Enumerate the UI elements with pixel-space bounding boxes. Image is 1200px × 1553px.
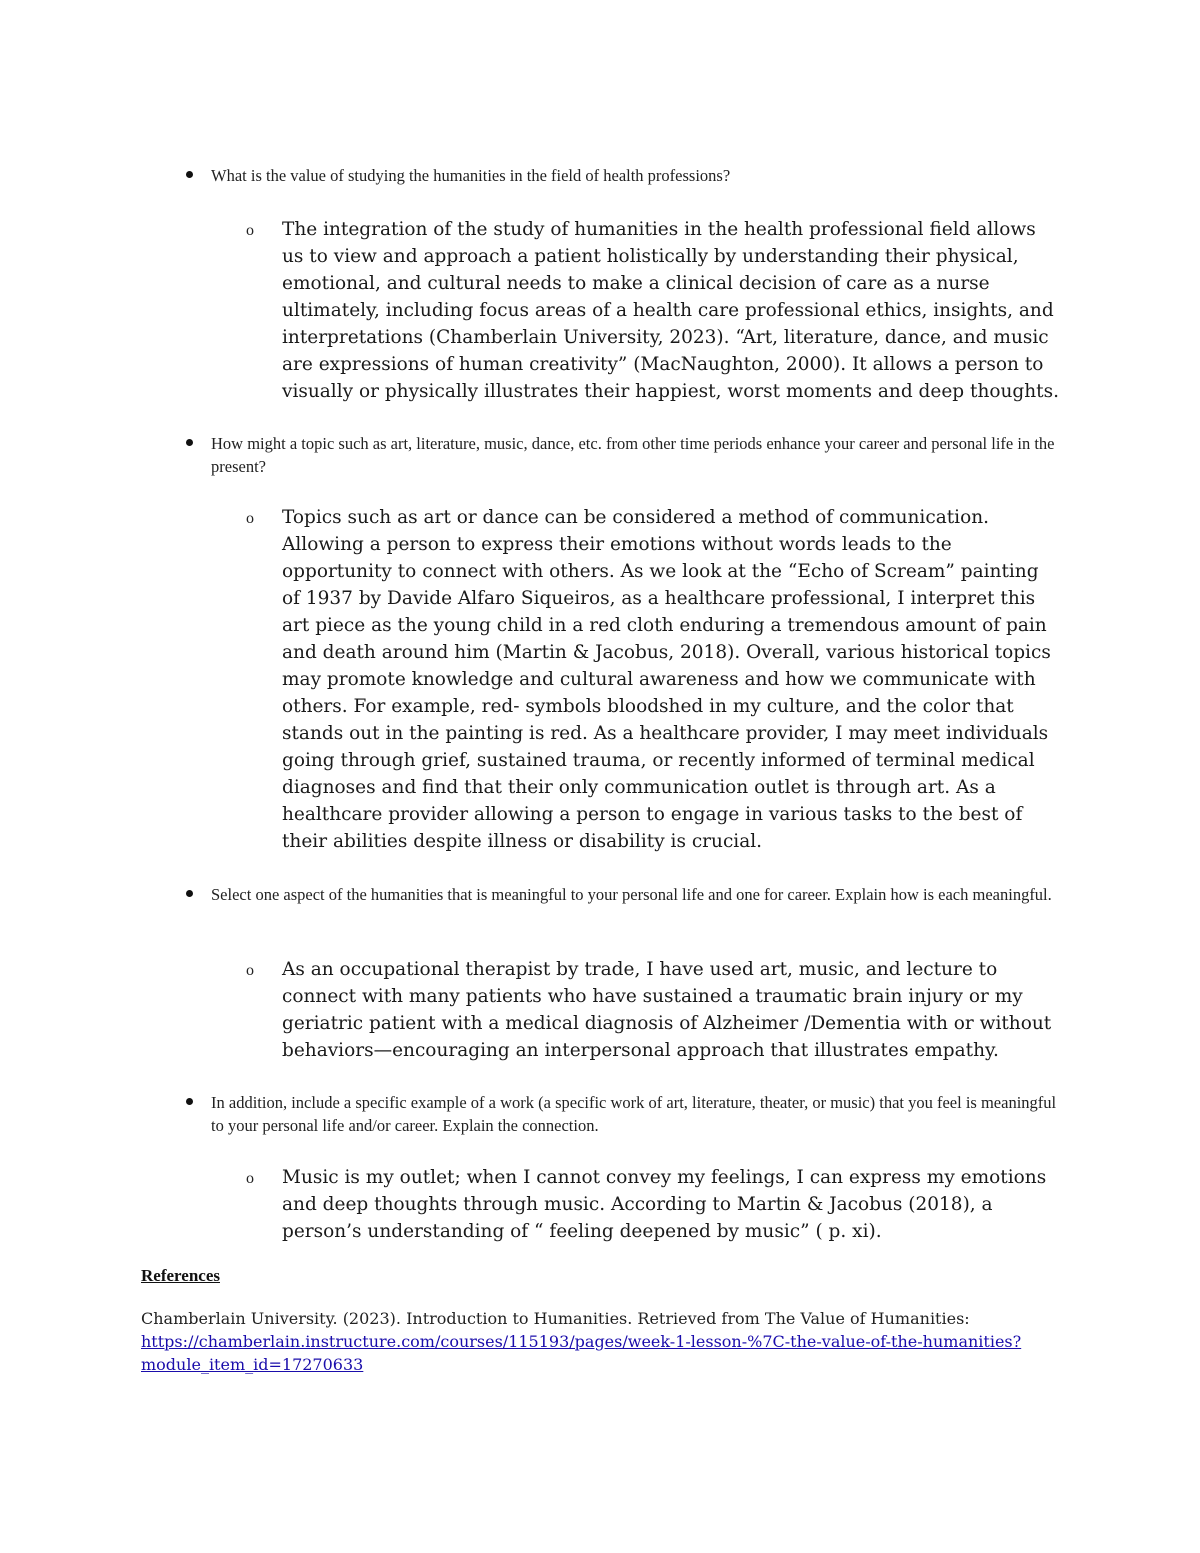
bullet-icon (186, 171, 193, 178)
bullet-icon (186, 890, 193, 897)
references-heading: References (141, 1266, 220, 1285)
question-4 (211, 1091, 1061, 1137)
question-4-text: In addition, include a specific example of a work (a specific work of art, literature, theater, or music) that you feel is meaningful to your personal life and/or career. Explain the connection. (211, 1093, 1057, 1135)
question-3-text: Select one aspect of the humanities that is meaningful to your personal life and one for career. Explain how is each meaningful. (211, 885, 1052, 904)
question-2-text: How might a topic such as art, literature, music, dance, etc. from other time periods enhance your career and personal life in the present? (211, 434, 1055, 476)
answer-4-text: Music is my outlet; when I cannot convey my feelings, I can express my emotions and deep thoughts through music. According to Martin & Jacobus (2018), a person’s understanding of “ feeling deepened by music” ( p. xi). (282, 1167, 1047, 1242)
answer-2 (246, 504, 1062, 855)
answer-1-text: The integration of the study of humanities in the health professional field allows us to view and approach a patient holistically by understanding their physical, emotional, and cultural needs to make a clinical decision of care as a nurse ultimately, including focus areas of a health care professional ethics, insights, and interpretations (Chamberlain University, 2023). “Art, literature, dance, and music are expressions of human creativity” (MacNaughton, 2000). It allows a person to visually or physically illustrates their happiest, worst moments and deep thoughts. (282, 219, 1059, 402)
answer-3-text: As an occupational therapist by trade, I have used art, music, and lecture to connect with many patients who have sustained a traumatic brain injury or my geriatric patient with a medical diagnosis of Alzheimer /Dementia with or without behaviors—encouraging an interpersonal approach that illustrates empathy. (282, 959, 1052, 1061)
reference-entry (141, 1307, 1041, 1376)
sub-bullet-icon: o (246, 1170, 254, 1187)
answer-1 (246, 216, 1062, 405)
answer-3 (246, 956, 1062, 1064)
bullet-icon (186, 439, 193, 446)
reference-link[interactable]: https://chamberlain.instructure.com/courses/115193/pages/week-1-lesson-%7C-the-value-of-the-humanities?module_item_id=17270633 (141, 1332, 1022, 1374)
sub-bullet-icon: o (246, 962, 254, 979)
answer-4 (246, 1164, 1062, 1245)
question-2 (211, 432, 1061, 478)
question-3 (211, 883, 1061, 906)
reference-entry-text: Chamberlain University. (2023). Introduction to Humanities. Retrieved from The Value of Humanities: (141, 1309, 970, 1328)
sub-bullet-icon: o (246, 510, 254, 527)
bullet-icon (186, 1098, 193, 1105)
sub-bullet-icon: o (246, 222, 254, 239)
answer-2-text: Topics such as art or dance can be considered a method of communication. Allowing a person to express their emotions without words leads to the opportunity to connect with others. As we look at the “Echo of Scream” painting of 1937 by Davide Alfaro Siqueiros, as a healthcare professional, I interpret this art piece as the young child in a red cloth enduring a tremendous amount of pain and death around him (Martin & Jacobus, 2018). Overall, various historical topics may promote knowledge and cultural awareness and how we communicate with others. For example, red- symbols bloodshed in my culture, and the color that stands out in the painting is red. As a healthcare provider, I may meet individuals going through grief, sustained trauma, or recently informed of terminal medical diagnoses and find that their only communication outlet is through art. As a healthcare provider allowing a person to engage in various tasks to the best of their abilities despite illness or disability is crucial. (282, 507, 1051, 852)
question-1-text: What is the value of studying the humanities in the field of health professions? (211, 166, 731, 185)
question-1 (211, 164, 1061, 187)
